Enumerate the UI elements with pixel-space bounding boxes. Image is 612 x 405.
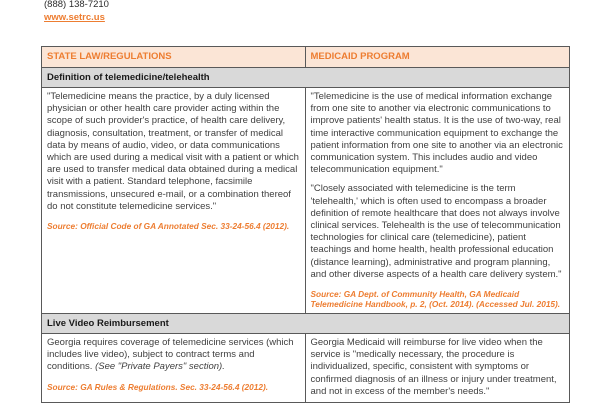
state-law-live-video-text: Georgia requires coverage of telemedicine services (which includes live video), subject to contract terms and conditions. (See "Private Payers" section). (47, 337, 294, 373)
header-state-law: STATE LAW/REGULATIONS (42, 47, 306, 67)
content-row-definition (42, 87, 569, 313)
medicaid-definition-source: Source: GA Dept. of Community Health, GA Medicaid Telemedicine Handbook, p. 2, (Oct. 2014). (Accessed Jul. 2015). (310, 289, 561, 310)
state-law-live-video-cell (42, 334, 306, 402)
state-law-live-video-source: Source: GA Rules & Regulations. Sec. 33-24-56.4 (2012). (47, 381, 269, 392)
state-law-definition-source: Source: Official Code of GA Annotated Sec. 33-24-56.4 (2012). (47, 221, 290, 232)
table-header-row (42, 47, 569, 67)
medicaid-live-video-text: Georgia Medicaid will reimburse for live video when the service is "medically necessary, the procedure is individualized, specific, consistent with symptoms or confirmed diagnosis of an illness or injury under treatment, and not in excess of the member's needs." (310, 337, 557, 397)
state-law-definition-cell (42, 88, 306, 313)
regulations-table (41, 46, 570, 403)
state-law-definition-text: "Telemedicine means the practice, by a duly licensed physician or other health care provider acting within the scope of such provider's practice, of health care delivery, diagnosis, consultation, treatment, or transfer of medical data by means of audio, video, or data communications which are used during a medical visit with a patient or which are used to transfer medical data obtained during a medical visit with a patient. Standard telephone, facsimile transmissions, unsecured e-mail, or a combination thereof do not constitute telemedicine services." (47, 91, 299, 212)
content-row-live-video (42, 333, 569, 402)
section-row-live-video: Live Video Reimbursement (42, 313, 569, 333)
contact-block (44, 0, 109, 24)
header-medicaid: MEDICAID PROGRAM (306, 47, 570, 67)
section-row-definition: Definition of telemedicine/telehealth (42, 67, 569, 87)
medicaid-live-video-cell (306, 334, 570, 402)
medicaid-definition-cell (306, 88, 570, 313)
website-link[interactable]: www.setrc.us (44, 12, 105, 23)
medicaid-definition-text-2: "Closely associated with telemedicine is the term 'telehealth,' which is often used to encompass a broader definition of remote healthcare that does not always involve clinical services. Telehealth is the use of telecommunication technologies for clinical care (telemedicine), patient teachings and home health, health professional education (distance learning), administrative and program planning, and other diverse aspects of a health care delivery system." (310, 183, 562, 280)
medicaid-definition-text-1: "Telemedicine is the use of medical information exchange from one site to another via electronic communications to improve patients' health status. It is the use of two-way, real time interactive communication equipment to exchange the patient information from one site to another via an electronic communication system. This includes audio and video telecommunication equipment." (310, 91, 563, 176)
website-line (44, 11, 109, 24)
phone-number: (888) 138-7210 (44, 0, 109, 10)
private-payers-note: (See "Private Payers" section). (95, 361, 225, 373)
